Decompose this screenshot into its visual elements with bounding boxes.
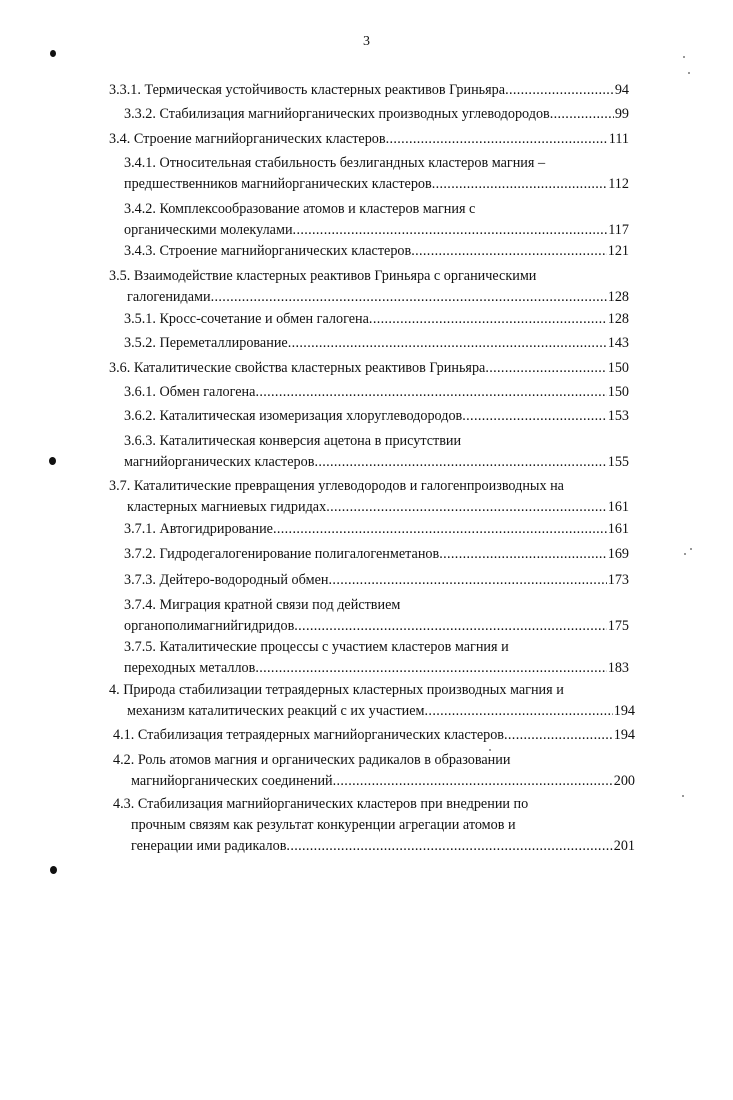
toc-entry-page: 150 (607, 384, 629, 400)
toc-entry-title: 4.2. Роль атомов магния и органических радикалов в образовании (113, 752, 511, 768)
toc-entry-title: 3.5.2. Переметаллирование (124, 335, 288, 351)
scan-speck (683, 56, 685, 58)
toc-entry-title: 3.6.2. Каталитическая изомеризация хлоруглеводородов (124, 408, 463, 424)
toc-entry[interactable] (113, 750, 635, 792)
toc-entry-page: 194 (613, 703, 635, 719)
toc-entry-page: 121 (607, 243, 629, 259)
page-number: 3 (363, 34, 370, 49)
toc-entry-title: переходных металлов (124, 660, 256, 676)
toc-entry-page: 153 (607, 408, 629, 424)
toc-entry-page: 117 (608, 222, 629, 238)
toc-entry-title: 4. Природа стабилизации тетраядерных кластерных производных магния и (109, 682, 564, 698)
toc-entry[interactable] (109, 80, 629, 101)
toc-entry[interactable] (109, 358, 629, 379)
toc-entry-page: 200 (613, 773, 635, 789)
toc-entry-page: 183 (607, 660, 629, 676)
toc-entry-page: 143 (607, 335, 629, 351)
toc-entry-title: галогенидами (127, 289, 211, 305)
toc-entry[interactable] (124, 406, 629, 427)
toc-entry-title: органополимагнийгидридов (124, 618, 295, 634)
toc-entry-title: генерации ими радикалов (131, 838, 287, 854)
toc-entry[interactable] (124, 333, 629, 354)
toc-entry-title: 3.7.4. Миграция кратной связи под действием (124, 597, 401, 613)
toc-entry[interactable] (109, 266, 629, 308)
toc-entry-title: механизм каталитических реакций с их участием (127, 703, 425, 719)
toc-entry[interactable] (124, 104, 629, 125)
toc-entry-title: 4.3. Стабилизация магнийорганических кластеров при внедрении по (113, 796, 529, 812)
toc-entry[interactable] (124, 570, 629, 591)
toc-entry-title: 3.4. Строение магнийорганических кластеров (109, 131, 386, 147)
toc-entry[interactable] (109, 129, 629, 150)
toc-entry-title: магнийорганических соединений (131, 773, 333, 789)
toc-entry-title: прочным связям как результат конкуренции агрегации атомов и (131, 817, 516, 833)
toc-entry[interactable] (113, 725, 635, 746)
toc-entry-page: 128 (607, 311, 629, 327)
toc-entry[interactable] (124, 431, 629, 473)
toc-entry-title: 3.6. Каталитические свойства кластерных реактивов Гриньяра (109, 360, 486, 376)
toc-entry-page: 175 (607, 618, 629, 634)
toc-entry[interactable] (109, 476, 629, 518)
toc-entry-page: 161 (607, 499, 629, 515)
toc-entry[interactable] (124, 382, 629, 403)
scan-mark (49, 457, 56, 465)
toc-entry-title: 3.7. Каталитические превращения углеводородов и галогенпроизводных на (109, 478, 564, 494)
scan-mark (50, 50, 56, 57)
toc-entry-title: 3.7.1. Автогидрирование (124, 521, 273, 537)
toc-entry-title: 3.7.2. Гидродегалогенирование полигалогенметанов (124, 546, 440, 562)
toc-entry-title: 3.4.1. Относительная стабильность безлигандных кластеров магния – (124, 155, 546, 171)
toc-entry[interactable] (124, 309, 629, 330)
toc-entry-title: 3.5.1. Кросс-сочетание и обмен галогена (124, 311, 369, 327)
toc-entry-title: 3.4.2. Комплексообразование атомов и кластеров магния с (124, 201, 476, 217)
toc-entry-page: 194 (613, 727, 635, 743)
toc-entry[interactable] (124, 544, 629, 565)
toc-entry[interactable] (124, 595, 629, 637)
toc-entry-page: 201 (613, 838, 635, 854)
toc-entry-title: органическими молекулами (124, 222, 293, 238)
scan-speck (690, 548, 692, 550)
toc-entry-title: 3.6.3. Каталитическая конверсия ацетона в присутствии (124, 433, 462, 449)
toc-entry-page: 99 (614, 106, 629, 122)
toc-entry-page: 111 (608, 131, 629, 147)
toc-entry-title: 3.7.3. Дейтеро-водородный обмен (124, 572, 329, 588)
toc-entry-page: 173 (607, 572, 629, 588)
toc-entry-page: 161 (607, 521, 629, 537)
toc-entry-title: предшественников магнийорганических кластеров (124, 176, 432, 192)
scan-speck (682, 795, 684, 797)
toc-entry-title: кластерных магниевых гидридах (127, 499, 327, 515)
scan-speck (688, 72, 690, 74)
toc-entry-page: 128 (607, 289, 629, 305)
scan-mark (50, 866, 57, 874)
toc-entry[interactable] (124, 637, 629, 679)
toc-entry-page: 169 (607, 546, 629, 562)
toc-entry-title: 3.4.3. Строение магнийорганических кластеров (124, 243, 412, 259)
toc-entry-title: магнийорганических кластеров (124, 454, 315, 470)
toc-entry[interactable] (109, 680, 635, 722)
toc-entry-title: 4.1. Стабилизация тетраядерных магнийорганических кластеров (113, 727, 505, 743)
toc-entry-title: 3.7.5. Каталитические процессы с участием кластеров магния и (124, 639, 509, 655)
toc-entry-title: 3.3.2. Стабилизация магнийорганических производных углеводородов (124, 106, 550, 122)
toc-entry[interactable] (124, 519, 629, 540)
toc-entry-page: 150 (607, 360, 629, 376)
toc-entry-title: 3.5. Взаимодействие кластерных реактивов Гриньяра с органическими (109, 268, 537, 284)
toc-entry[interactable] (124, 153, 629, 195)
toc-entry[interactable] (124, 241, 629, 262)
toc-entry-title: 3.6.1. Обмен галогена (124, 384, 256, 400)
toc-entry[interactable] (113, 794, 635, 857)
toc-entry-page: 155 (607, 454, 629, 470)
scan-speck (684, 553, 686, 555)
toc-entry-title: 3.3.1. Термическая устойчивость кластерных реактивов Гриньяра (109, 82, 506, 98)
toc-entry-page: 112 (608, 176, 629, 192)
toc-entry-page: 94 (614, 82, 629, 98)
toc-entry[interactable] (124, 199, 629, 241)
